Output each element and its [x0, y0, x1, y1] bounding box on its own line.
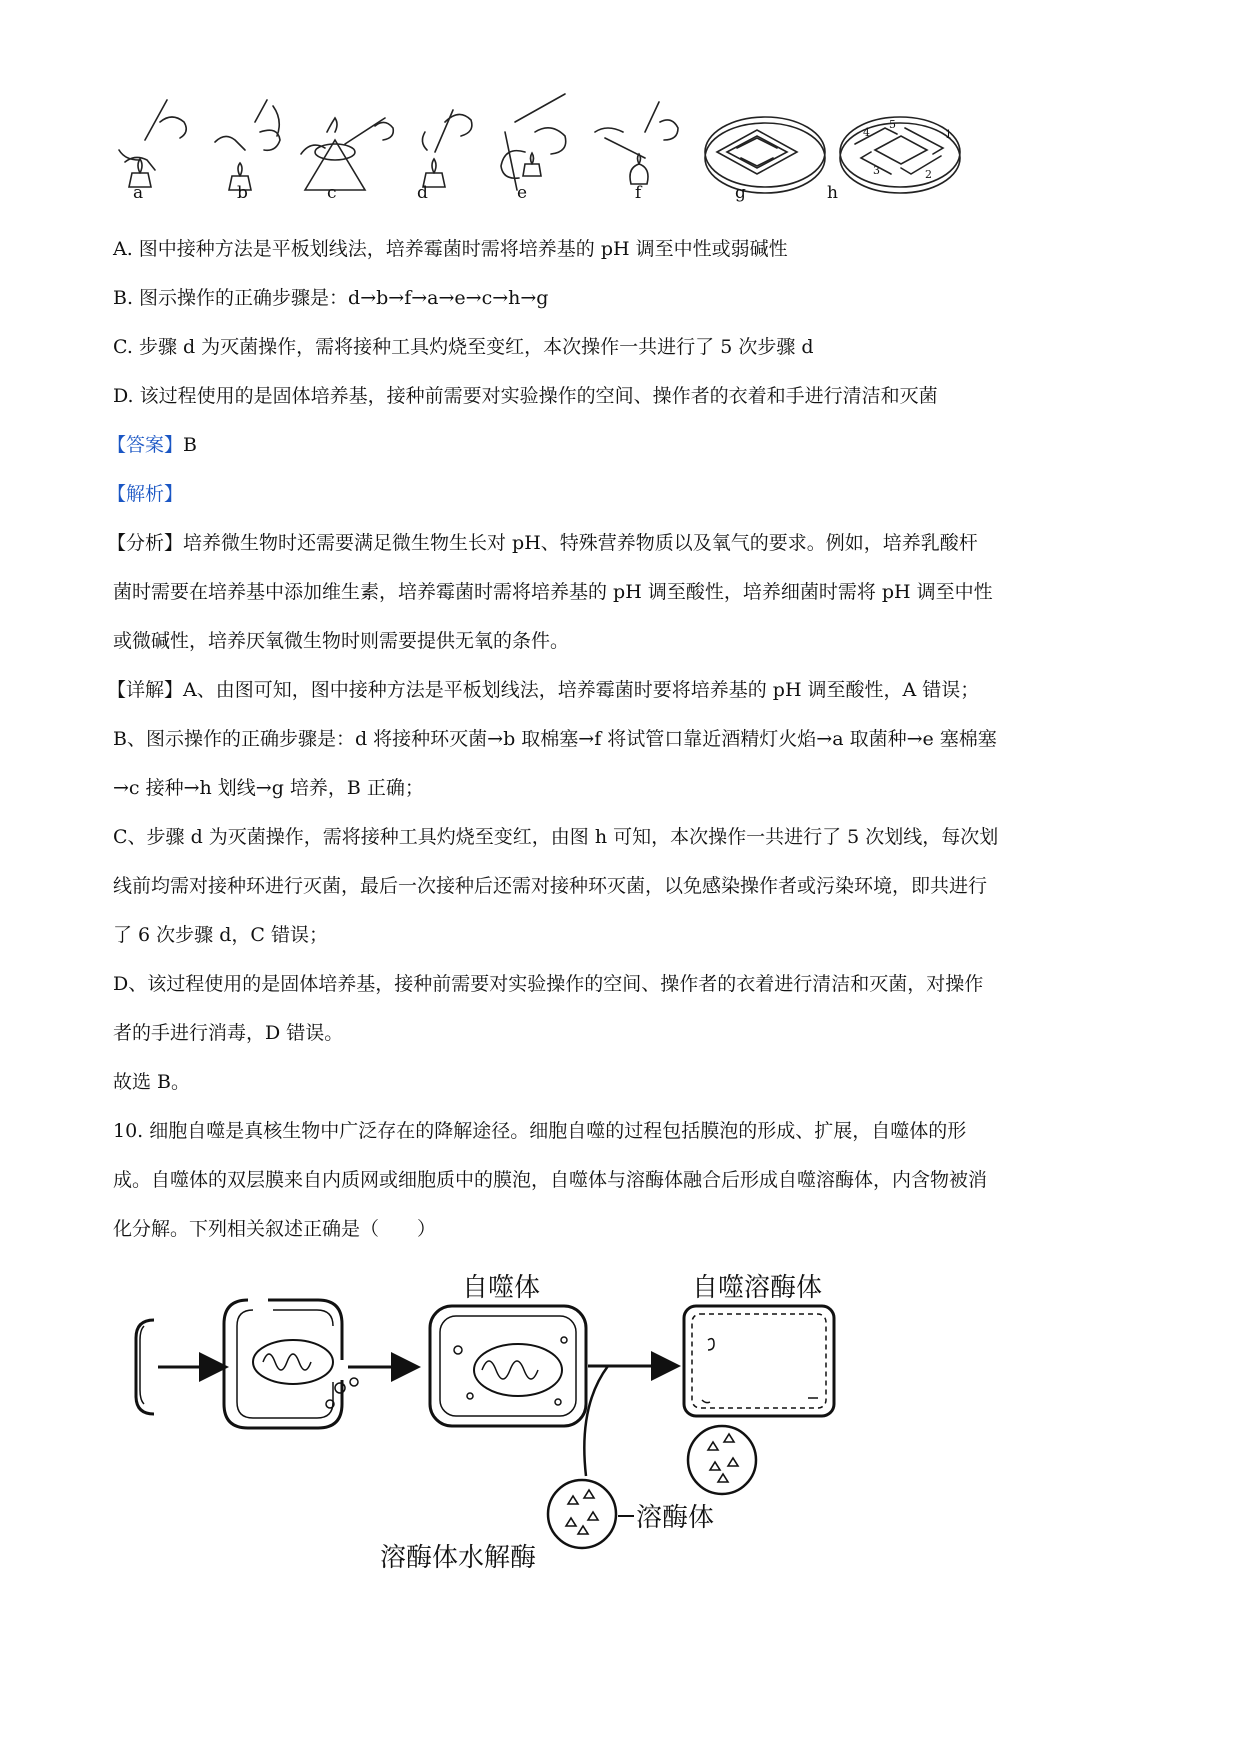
autophagy-diagram: [118, 1270, 938, 1570]
detail-line-5: 线前均需对接种环进行灭菌，最后一次接种后还需对接种环灭菌，以免感染操作者或污染环境，即共进行: [113, 875, 988, 897]
analysis-header: 【解析】: [107, 483, 184, 505]
analysis-line-1: [107, 528, 978, 558]
analysis-line-2: 菌时需要在培养基中添加维生素，培养霉菌时需将培养基的 pH 调至酸性，培养细菌时需将 pH 调至中性: [113, 581, 993, 603]
figure-label-b: b: [237, 183, 248, 203]
answer-label: 【答案】: [107, 434, 184, 456]
step-a-drawing: [119, 100, 186, 187]
detail-line-9: 故选 B。: [113, 1071, 191, 1093]
step-f-drawing: [595, 102, 678, 184]
plate-g-drawing: [705, 117, 825, 193]
detail-line-8: 者的手进行消毒，D 错误。: [113, 1022, 344, 1044]
detail-label: 【详解】: [107, 679, 184, 701]
phagophore-shape: [136, 1320, 154, 1414]
detail-line-7: D、该过程使用的是固体培养基，接种前需要对实验操作的空间、操作者的衣着进行清洁和灭菌，对操作: [113, 973, 984, 995]
figure-label-d: d: [417, 183, 428, 203]
plate-h-number: 3: [873, 164, 880, 177]
figure-label-g: g: [735, 183, 746, 203]
detail-line-6: 了 6 次步骤 d，C 错误；: [113, 924, 328, 946]
step-c-drawing: [301, 118, 393, 190]
step-b-drawing: [215, 100, 280, 190]
analysis-line-3: 或微碱性，培养厌氧微生物时则需要提供无氧的条件。: [113, 630, 570, 652]
detail-line-1: [107, 675, 979, 705]
question-10-line-2: 成。自噬体的双层膜来自内质网或细胞质中的膜泡，自噬体与溶酶体融合后形成自噬溶酶体，内含物被消: [113, 1169, 988, 1191]
plate-h-number: 5: [889, 118, 896, 131]
plate-h-number: 2: [925, 168, 932, 181]
figure-label-c: c: [327, 183, 337, 203]
autophagosome-label: 自噬体: [462, 1273, 541, 1303]
option-d: D. 该过程使用的是固体培养基，接种前需要对实验操作的空间、操作者的衣着和手进行清洁和灭菌: [113, 385, 938, 407]
step-d-drawing: [422, 110, 471, 187]
detail-text-1: A、由图可知，图中接种方法是平板划线法，培养霉菌时要将培养基的 pH 调至酸性，A 错误；: [183, 679, 980, 701]
step-e-drawing: [501, 94, 566, 190]
plate-h-drawing: [840, 117, 960, 193]
autolysosome-shape: [684, 1306, 834, 1416]
answer-line: [107, 430, 197, 460]
detail-line-3: →c 接种→h 划线→g 培养，B 正确；: [113, 777, 424, 799]
question-10-line-3: 化分解。下列相关叙述正确是（ ）: [113, 1218, 437, 1240]
plate-h-number: 1: [945, 128, 952, 141]
figure-label-e: e: [517, 183, 528, 203]
analysis-text-1: 培养微生物时还需要满足微生物生长对 pH、特殊营养物质以及氧气的要求。例如，培养乳酸杆: [183, 532, 978, 554]
detail-line-2: B、图示操作的正确步骤是：d 将接种环灭菌→b 取棉塞→f 将试管口靠近酒精灯火焰→a 取菌种→e 塞棉塞: [113, 728, 997, 750]
inoculation-procedure-figure: [105, 92, 1115, 222]
answer-value: B: [183, 434, 197, 456]
option-a: A. 图中接种方法是平板划线法，培养霉菌时需将培养基的 pH 调至中性或弱碱性: [113, 238, 788, 260]
mitochondrion-1: [253, 1340, 333, 1384]
figure-label-a: a: [133, 183, 144, 203]
analysis-label: 【分析】: [107, 532, 184, 554]
expanding-membrane-shape: [224, 1300, 342, 1428]
mitochondrion-2: [474, 1344, 562, 1396]
hydrolase-label: 溶酶体水解酶: [380, 1543, 537, 1570]
autolysosome-label: 自噬溶酶体: [692, 1273, 823, 1303]
plate-h-number: 4: [863, 126, 870, 139]
figure-label-f: f: [635, 183, 642, 203]
lysosome-shape-1: [688, 1426, 756, 1494]
option-c: C. 步骤 d 为灭菌操作，需将接种工具灼烧至变红，本次操作一共进行了 5 次步骤 d: [113, 336, 814, 358]
detail-line-4: C、步骤 d 为灭菌操作，需将接种工具灼烧至变红，由图 h 可知，本次操作一共进行了 5 次划线，每次划: [113, 826, 999, 848]
option-b: B. 图示操作的正确步骤是：d→b→f→a→e→c→h→g: [113, 287, 549, 309]
question-10-line-1: 10. 细胞自噬是真核生物中广泛存在的降解途径。细胞自噬的过程包括膜泡的形成、扩展，自噬体的形: [113, 1120, 967, 1142]
figure-label-h: h: [827, 183, 838, 203]
lysosome-shape-2: [548, 1480, 616, 1548]
autophagosome-shape: [430, 1306, 586, 1426]
lysosome-label: 溶酶体: [636, 1503, 715, 1533]
